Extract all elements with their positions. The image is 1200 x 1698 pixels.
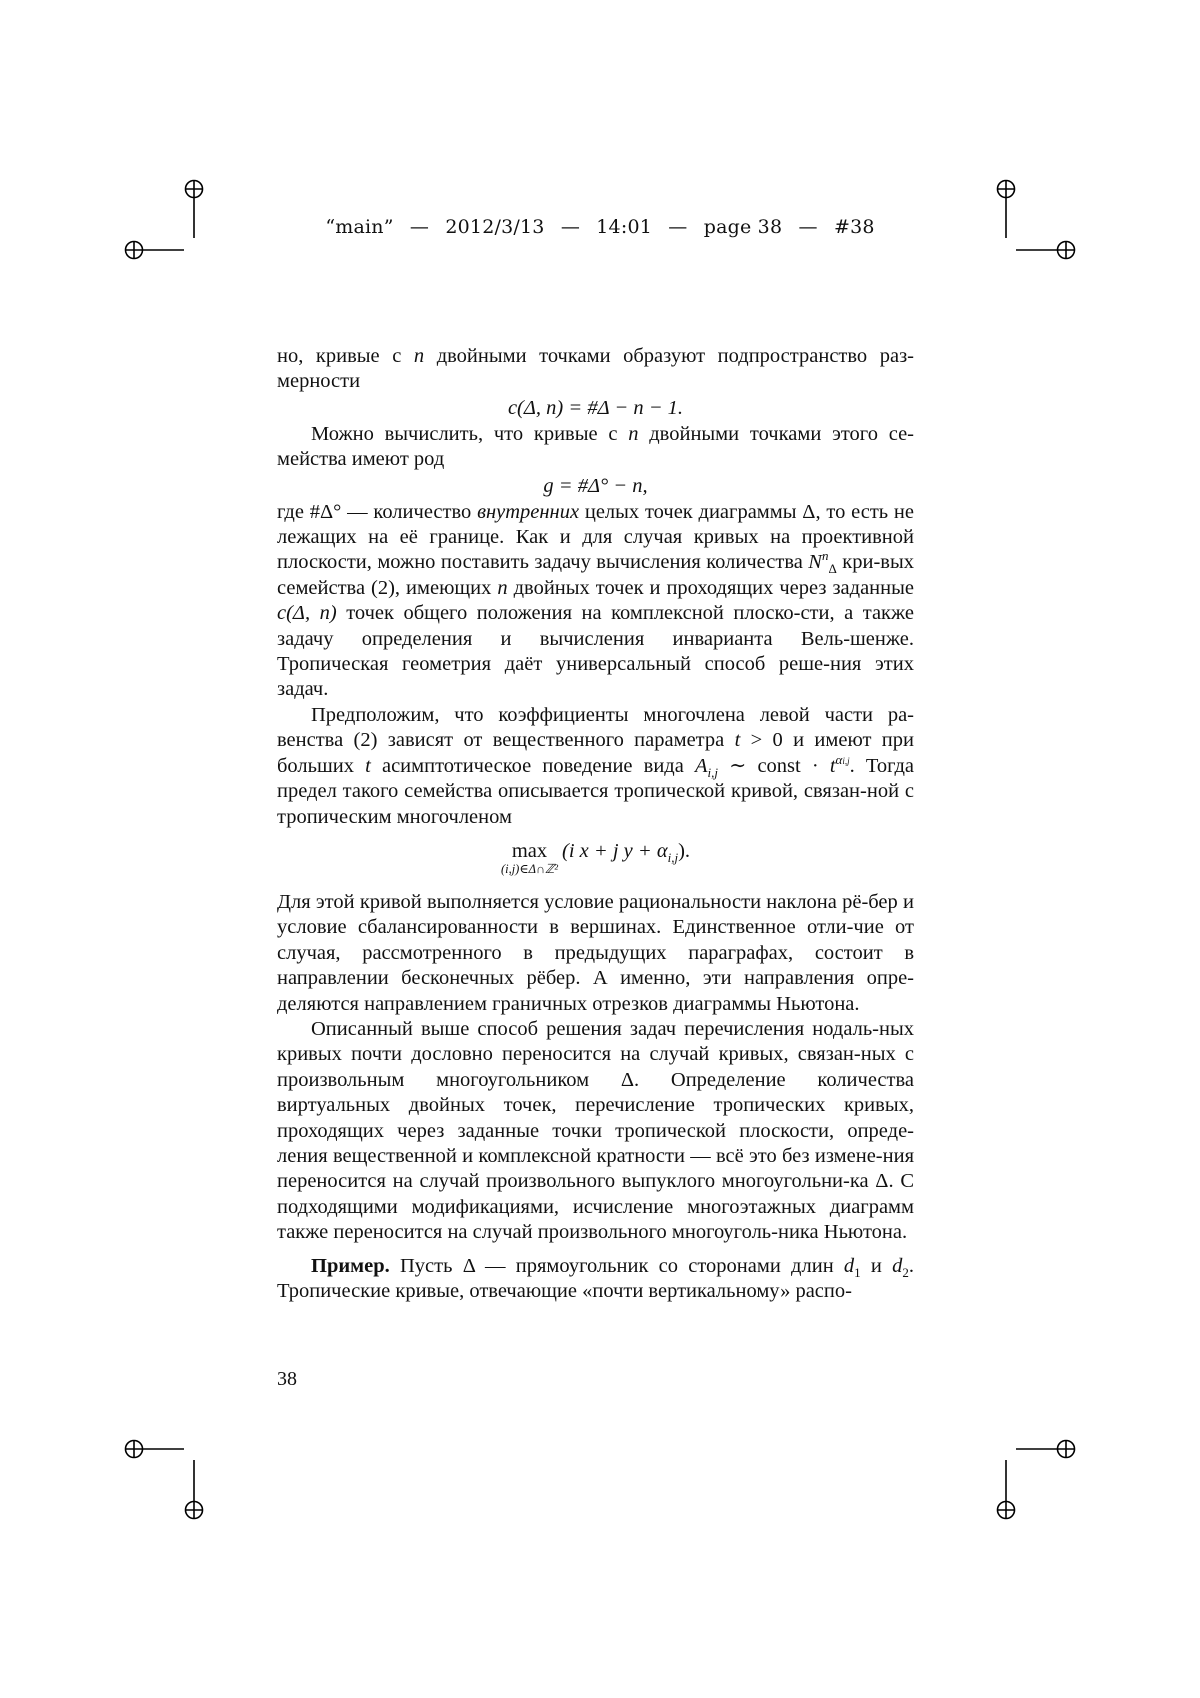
header-main: “main” <box>325 216 393 238</box>
header-dash: — <box>799 216 818 238</box>
header-dash: — <box>668 216 687 238</box>
paragraph-4: Предположим, что коэффициенты многочлена левой части ра-венства (2) зависят от вещественного параметра t > 0 и имеют при больших t асимптотическое поведение вида Ai,j ∼ const · tαi,j. Тогда предел такого семейства описывается тропической кривой, связан-ной с тропическим многочленом <box>277 703 914 830</box>
example-label: Пример. <box>311 1255 390 1277</box>
paragraph-example: Пример. Пусть Δ — прямоугольник со сторонами длин d1 и d2. Тропические кривые, отвечающие «почти вертикальному» распо- <box>277 1254 914 1305</box>
header-number: #38 <box>834 216 875 238</box>
header-dash: — <box>410 216 429 238</box>
paragraph-5: Для этой кривой выполняется условие рациональности наклона рё-бер и условие сбалансированности в вершинах. Единственное отли-чие от случая, рассмотренного в предыдущих параграфах, состоит в направлении бесконечных рёбер. А именно, эти направления опре-деляются направлением граничных отрезков диаграммы Ньютона. <box>277 890 914 1017</box>
registration-mark-bottom-right-icon <box>997 1440 1075 1519</box>
header-time: 14:01 <box>596 216 652 238</box>
formula-genus: g = #Δ° − n, <box>277 473 914 500</box>
registration-mark-bottom-left-icon <box>125 1440 203 1519</box>
header-page-label: page 38 <box>704 216 783 238</box>
max-argument: (i x + j y + α <box>562 840 668 862</box>
paragraph-2: Можно вычислить, что кривые с n двойными точками этого се-мейства имеют род <box>277 422 914 473</box>
page-number: 38 <box>277 1368 297 1391</box>
paragraph-1: но, кривые с n двойными точками образуют подпространство раз-мерности <box>277 344 914 395</box>
header-dash: — <box>561 216 580 238</box>
formula-tropical-max: max (i,j)∈Δ∩ℤ² (i x + j y + αi,j). <box>277 840 914 884</box>
running-header <box>0 216 1200 238</box>
max-subscript: (i,j)∈Δ∩ℤ² <box>501 862 558 876</box>
paragraph-3: где #Δ° — количество внутренних целых точек диаграммы Δ, то есть не лежащих на её границе. Как и для случая кривых на проективной плоскости, можно поставить задачу вычисления количества NnΔ кри-вых семейства (2), имеющих n двойных точек и проходящих через заданные c(Δ, n) точек общего положения на комплексной плоско-сти, а также задачу определения и вычисления инварианта Вель-шенже. Тропическая геометрия даёт универсальный способ реше-ния этих задач. <box>277 500 914 703</box>
header-date: 2012/3/13 <box>445 216 544 238</box>
document-page <box>0 0 1200 1698</box>
main-text <box>277 344 914 1304</box>
paragraph-6: Описанный выше способ решения задач перечисления нодаль-ных кривых почти дословно переносится на случай кривых, связан-ных с произвольным многоугольником Δ. Определение количества виртуальных двойных точек, перечисление тропических кривых, проходящих через заданные точки тропической плоскости, опреде-ления вещественной и комплексной кратности — всё это без измене-ния переносится на случай произвольного выпуклого многоугольни-ка Δ. С подходящими модификациями, исчисление многоэтажных диаграмм также переносится на случай произвольного многоуголь-ника Ньютона. <box>277 1017 914 1246</box>
max-operator: max <box>501 840 558 862</box>
formula-c-delta-n: c(Δ, n) = #Δ − n − 1. <box>277 395 914 422</box>
